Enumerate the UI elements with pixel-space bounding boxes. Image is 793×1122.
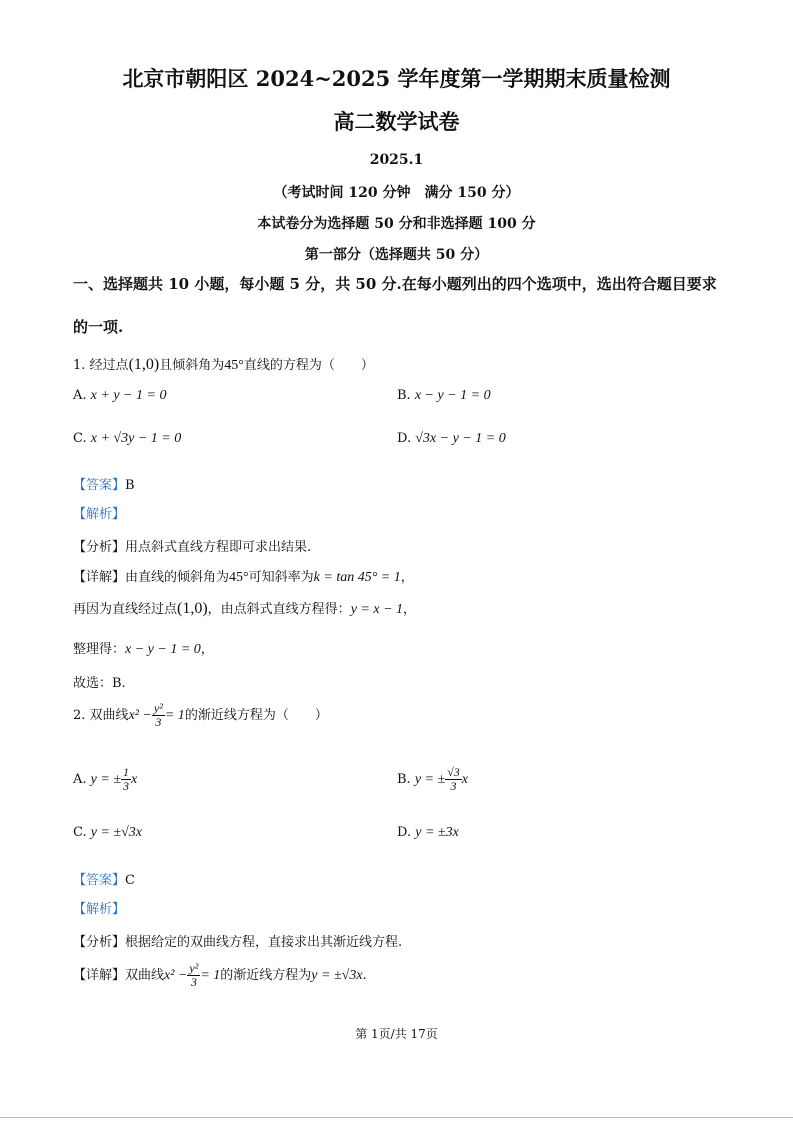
option-a	[73, 388, 166, 404]
fraction-numerator: y²	[153, 701, 163, 715]
xiangjie-line	[73, 962, 367, 989]
xiangjie-text: ，由点斜式直线方程得：	[207, 602, 351, 617]
section-intro-line2: 的一项.	[73, 318, 124, 336]
xiangjie-text: 的渐近线方程为	[220, 968, 312, 983]
option-a	[73, 766, 137, 793]
math-equation: x − y − 1 = 0	[125, 642, 201, 657]
stem-text: 双曲线	[89, 708, 129, 723]
math-fraction	[187, 962, 200, 989]
option-equation: x − y − 1 = 0	[414, 388, 491, 403]
math-rhs: = 1	[200, 968, 221, 983]
fraction-denominator: 3	[123, 779, 130, 793]
math-point: (1,0)	[177, 600, 208, 617]
fraction-numerator: 1	[123, 765, 130, 779]
math-fraction	[445, 766, 462, 793]
math-fraction	[152, 702, 165, 729]
page-number: 第 1页/共 17页	[355, 1027, 438, 1041]
punct: ，	[403, 602, 417, 617]
answer-line	[73, 474, 135, 493]
stem-text: 的渐近线方程为（ ）	[184, 708, 328, 723]
answer-line	[73, 869, 135, 888]
option-d	[397, 431, 506, 447]
math-term: x	[461, 772, 468, 787]
punct: ，	[200, 642, 214, 657]
option-equation: x + y − 1 = 0	[90, 388, 167, 403]
section-intro-line1: 一、选择题共 10 小题，每小题 5 分，共 50 分.在每小题列出的四个选项中，选出符合题目要求	[73, 275, 717, 293]
option-equation: √3x − y − 1 = 0	[415, 431, 506, 446]
option-equation: y = ±3x	[415, 825, 459, 840]
fenxi-text: 用点斜式直线方程即可求出结果.	[125, 540, 312, 555]
answer-value: C	[125, 873, 135, 888]
xiangjie-text: 双曲线	[125, 968, 165, 983]
math-term: x² −	[164, 968, 188, 983]
option-label: A.	[73, 388, 87, 403]
option-label: B.	[397, 772, 411, 787]
punct: ，	[400, 570, 414, 585]
xiangjie-tag: 【详解】	[73, 968, 126, 983]
fraction-denominator: 3	[450, 779, 457, 793]
question-number: 2.	[73, 708, 86, 723]
fraction-denominator: 3	[155, 715, 162, 729]
xiangjie-line-1	[73, 566, 414, 586]
exam-composition: 本试卷分为选择题 50 分和非选择题 100 分	[257, 216, 536, 232]
option-label: D.	[397, 431, 412, 446]
analysis-tag: 【解析】	[73, 507, 126, 522]
xiangjie-text: 再因为直线经过点	[73, 602, 178, 617]
fraction-numerator: √3	[447, 765, 460, 779]
part-one-heading: 第一部分（选择题共 50 分）	[304, 247, 489, 263]
math-fraction	[121, 766, 131, 793]
option-c	[73, 825, 142, 841]
exam-date: 2025.1	[369, 152, 424, 168]
fenxi-line	[73, 931, 402, 950]
math-term: y = ±	[90, 772, 122, 787]
option-label: C.	[73, 431, 87, 446]
analysis-tag: 【解析】	[73, 902, 126, 917]
math-angle: 45°	[224, 358, 244, 373]
xiangjie-text: 可知斜率为	[248, 570, 314, 585]
page-bottom-divider	[0, 1117, 793, 1118]
xiangjie-line-2	[73, 598, 416, 618]
answer-tag: 【答案】	[73, 478, 126, 493]
math-term: y = ±	[414, 772, 446, 787]
fraction-numerator: y²	[189, 961, 199, 975]
fraction-denominator: 3	[190, 975, 197, 989]
xiangjie-tag: 【详解】	[73, 570, 126, 585]
punct: .	[362, 968, 367, 983]
question-1-stem	[73, 354, 374, 374]
math-slope: k = tan 45° = 1	[313, 570, 401, 585]
answer-tag: 【答案】	[73, 873, 126, 888]
math-term: x	[131, 772, 138, 787]
answer-value: B	[125, 478, 135, 493]
xiangjie-text: 整理得：	[73, 642, 126, 657]
option-label: A.	[73, 772, 87, 787]
fenxi-tag: 【分析】	[73, 935, 126, 950]
option-c	[73, 431, 181, 447]
math-angle: 45°	[229, 570, 249, 585]
question-number: 1.	[73, 358, 86, 373]
xiangjie-text: 由直线的倾斜角为	[125, 570, 230, 585]
stem-text: 且倾斜角为	[159, 358, 225, 373]
xiangjie-line-4: 故选：B.	[73, 676, 126, 691]
option-b	[397, 766, 468, 793]
option-equation: y = ±√3x	[90, 825, 143, 840]
option-b	[397, 388, 491, 404]
option-equation: x + √3y − 1 = 0	[90, 431, 182, 446]
option-label: B.	[397, 388, 411, 403]
option-label: C.	[73, 825, 87, 840]
math-term: x² −	[128, 708, 152, 723]
math-point: (1,0)	[128, 356, 160, 373]
option-d	[397, 825, 459, 841]
fenxi-line	[73, 536, 311, 555]
question-2-stem	[73, 702, 328, 729]
stem-text: 经过点	[89, 358, 129, 373]
exam-info: （考试时间 120 分钟 满分 150 分）	[273, 185, 520, 201]
stem-text: 直线的方程为（ ）	[243, 358, 374, 373]
fenxi-text: 根据给定的双曲线方程，直接求出其渐近线方程.	[125, 935, 403, 950]
exam-subtitle: 高二数学试卷	[333, 109, 460, 134]
math-equation: y = x − 1	[350, 602, 404, 617]
option-label: D.	[397, 825, 412, 840]
math-equation: y = ±√3x	[311, 968, 363, 983]
math-rhs: = 1	[164, 708, 185, 723]
xiangjie-line-3	[73, 638, 214, 658]
fenxi-tag: 【分析】	[73, 540, 126, 555]
exam-title: 北京市朝阳区 2024~2025 学年度第一学期期末质量检测	[122, 66, 671, 91]
